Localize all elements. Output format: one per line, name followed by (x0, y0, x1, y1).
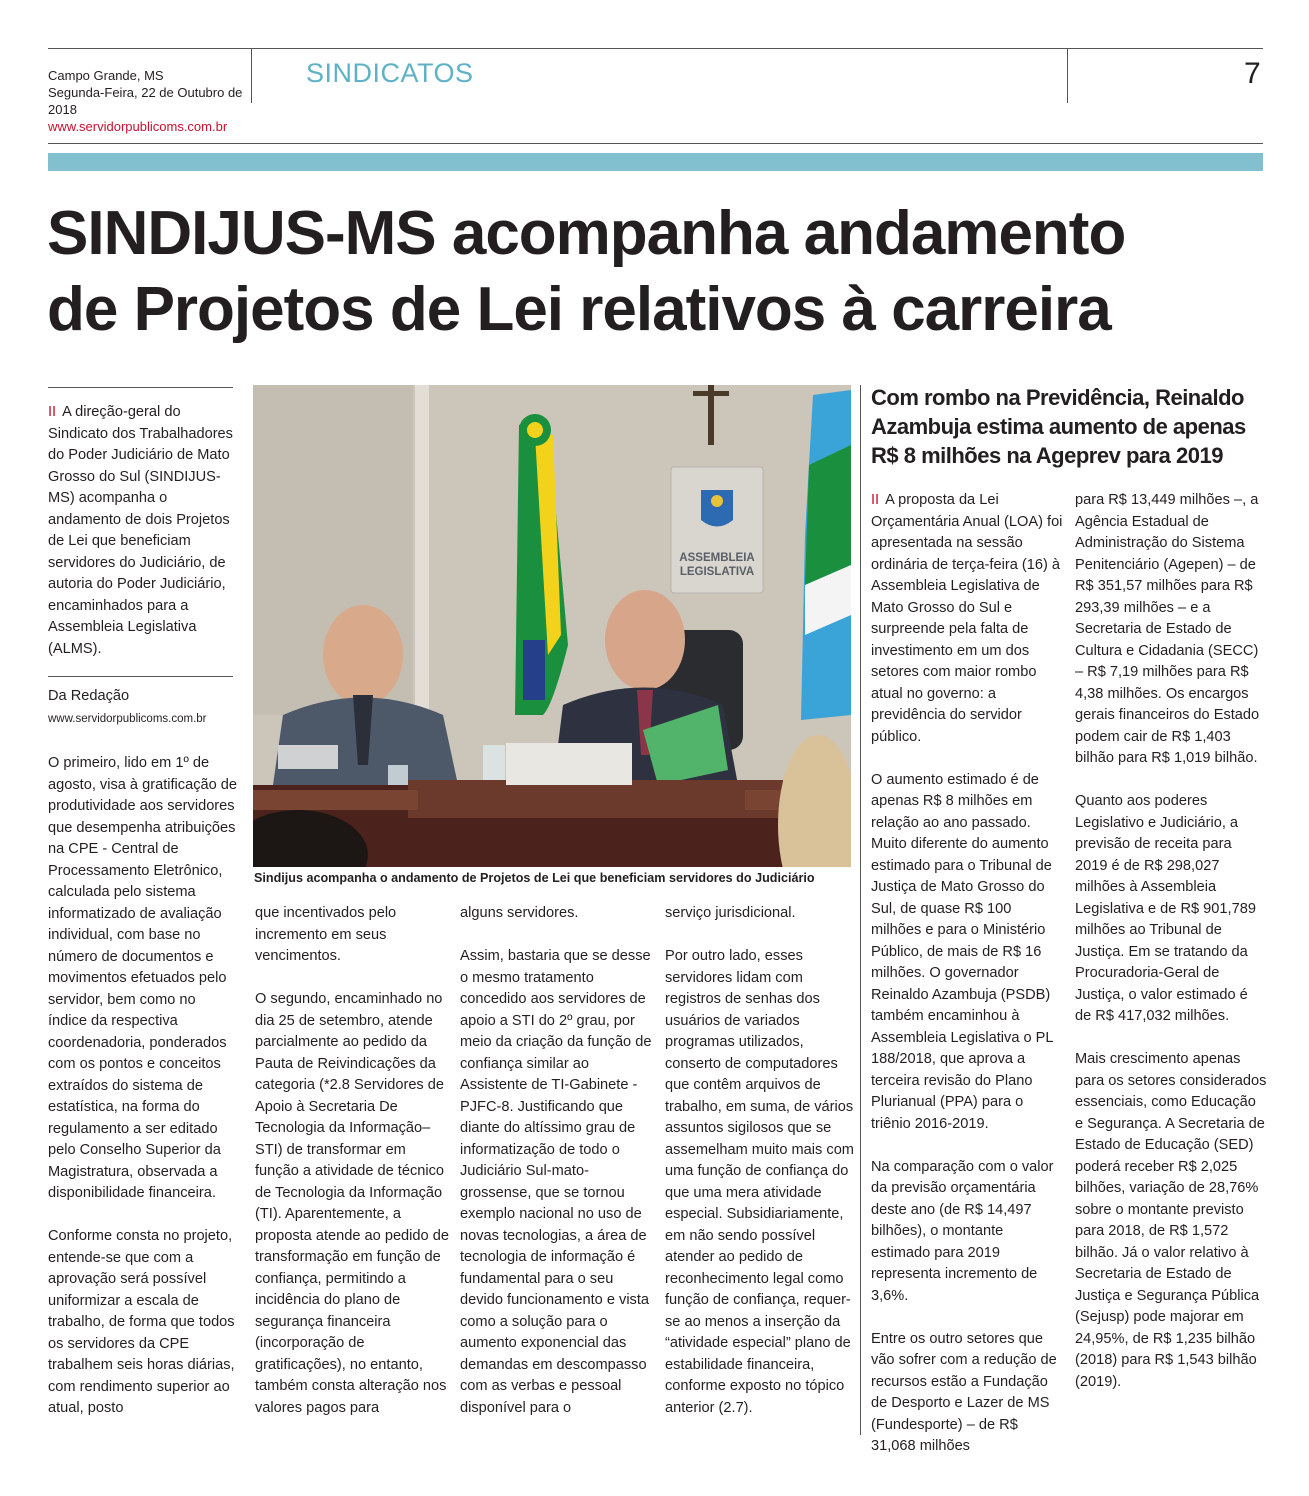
byline-url[interactable]: www.servidorpublicoms.com.br (48, 713, 207, 725)
paragraph: Quanto aos poderes Legislativo e Judiciário, a previsão de receita para 2019 é de R$ 298,027 milhões à Assembleia Legislativa e de R$ 901,789 milhões ao Tribunal de Justiça. Em se tratando da Procuradoria-Geral de Justiça, o valor estimado é de R$ 417,032 milhões. (1075, 793, 1256, 1024)
paragraph: que incentivados pelo incremento em seus vencimentos. (255, 905, 397, 964)
photo-caption: Sindijus acompanha o andamento de Projetos de Lei que beneficiam servidores do Judiciário (254, 871, 815, 885)
side-lead-text: A proposta da Lei Orçamentária Anual (LOA) foi apresentada na sessão ordinária de terça-feira (16) à Assembleia Legislativa de Mato Grosso do Sul e surpreende pela falta de investimento em um dos setores com maior rombo atual no governo: a previdência do servidor público. (871, 492, 1063, 745)
sign-line1: ASSEMBLEIA (679, 552, 755, 564)
paragraph: para R$ 13,449 milhões –, a Agência Estadual de Administração do Sistema Penitenciário (Agepen) – de R$ 351,57 milhões para R$ 293,39 milhões – e a Secretaria de Estado de Cultura e Cidadania (SECC) – R$ 7,19 milhões para R$ 4,38 milhões. Os encargos gerais financeiros do Estado podem cair de R$ 1,403 bilhão para R$ 1,019 bilhão. (1075, 492, 1260, 766)
paragraph: serviço jurisdicional. (665, 905, 796, 921)
bullet-marker: II (48, 404, 57, 420)
paragraph: O primeiro, lido em 1º de agosto, visa à gratificação de produtividade aos servidores que desempenha atribuições na CPE - Central de Processamento Eletrônico, calculada pelo sistema informatizado de avaliação individual, com base no número de documentos e movimentos efetuados pelo servidor, bem como no índice da respectiva coordenadoria, ponderados com os pontos e conceitos extraídos do sistema de estatística, na forma do regulamento a ser editado pelo Conselho Superior da Magistratura, observada a disponibilidade financeira. (48, 755, 238, 1201)
header-city: Campo Grande, MS (48, 68, 164, 83)
paragraph: Conforme consta no projeto, entende-se que com a aprovação será possível uniformizar a escala de trabalho, de forma que todos os servidores da CPE trabalhem seis horas diárias, com rendimento superior ao atual, posto (48, 1228, 235, 1416)
bullet-marker: II (871, 492, 880, 508)
header-info (48, 67, 248, 135)
main-headline (47, 196, 1125, 348)
page-number: 7 (1244, 57, 1261, 90)
byline: Da Redação (48, 688, 130, 704)
main-col-2 (255, 903, 450, 1441)
side-col-2 (1075, 490, 1267, 1415)
side-col-1 (871, 490, 1063, 1479)
lead-top-rule (48, 387, 233, 388)
lead-paragraph (48, 402, 238, 660)
accent-bar (48, 153, 1263, 171)
header-divider-left (251, 48, 252, 103)
main-col-4 (665, 903, 860, 1441)
paragraph: Na comparação com o valor da previsão orçamentária deste ano (de R$ 14,497 bilhões), o montante estimado para 2019 representa incremento de 3,6%. (871, 1158, 1054, 1304)
paragraph (871, 490, 1063, 748)
column-divider (860, 385, 861, 1435)
paragraph: O aumento estimado é de apenas R$ 8 milhões em relação ao ano passado. Muito diferente do aumento estimado para o Tribunal de Justiça de Mato Grosso do Sul, de quase R$ 100 milhões e para o Ministério Público, de mais de R$ 16 milhões. O governador Reinaldo Azambuja (PSDB) também encaminhou à Assembleia Legislativa o PL 188/2018, que aprova a terceira revisão do Plano Plurianual (PPA) para o triênio 2016-2019. (871, 771, 1053, 1132)
header-bottom-rule (48, 143, 1263, 144)
paragraph: Por outro lado, esses servidores lidam com registros de senhas dos usuários de variados programas utilizados, conserto de computadores que contêm arquivos de trabalho, em suma, de vários assuntos sigilosos que se assemelham muito mais com uma função de confiança do que uma mera atividade especial. Subsidiariamente, em não sendo possível atender ao pedido de reconhecimento legal como função de confiança, requer-se ao menos a inserção da “atividade especial” plano de estabilidade financeira, conforme exposto no tópico anterior (2.7). (665, 948, 854, 1416)
main-col-3 (460, 903, 655, 1441)
header-date: Segunda-Feira, 22 de Outubro de 2018 (48, 85, 243, 117)
lead-text: A direção-geral do Sindicato dos Trabalhadores do Poder Judiciário de Mato Grosso do Sul (SINDIJUS-MS) acompanha o andamento de dois Projetos de Lei que beneficiam servidores do Judiciário, de autoria do Poder Judiciário, encaminhados para a Assembleia Legislativa (ALMS). (48, 404, 233, 657)
section-title: SINDICATOS (306, 58, 474, 88)
main-headline-line2: de Projetos de Lei relativos à carreira (47, 275, 1111, 344)
main-col-1 (48, 753, 238, 1441)
header-top-rule (48, 48, 1263, 49)
paragraph: alguns servidores. (460, 905, 579, 921)
paragraph: Mais crescimento apenas para os setores considerados essenciais, como Educação e Segurança. A Secretaria de Estado de Educação (SED) poderá receber R$ 2,025 bilhões, variação de 28,76% sobre o montante previsto para 2018, de R$ 1,572 bilhão. Já o valor relativo à Secretaria de Estado de Justiça e Segurança Pública (Sejusp) pode majorar em 24,95%, de R$ 1,235 bilhão (2018) para R$ 1,543 bilhão (2019). (1075, 1051, 1267, 1390)
header-divider-right (1067, 48, 1068, 103)
lead-bottom-rule (48, 676, 233, 677)
sign-line2: LEGISLATIVA (679, 566, 755, 578)
paragraph: Assim, bastaria que se desse o mesmo tratamento concedido aos servidores de apoio a STI do 2º grau, por meio da criação da função de confiança similar ao Assistente de TI-Gabinete - PJFC-8. Justificando que diante do altíssimo grau de informatização de todo o Judiciário Sul-mato-grossense, que se tornou exemplo nacional no uso de novas tecnologias, a área de tecnologia de informação é fundamental para o seu devido funcionamento e vista como a solução para o aumento exponencial das demandas em descompasso com as verbas e pessoal disponível para o (460, 948, 652, 1416)
photo-illustration (253, 385, 851, 867)
header-url[interactable]: www.servidorpublicoms.com.br (48, 119, 228, 134)
article-photo (253, 385, 851, 867)
paragraph: O segundo, encaminhado no dia 25 de setembro, atende parcialmente ao pedido da Pauta de Reivindicações da categoria (*2.8 Servidores de Apoio à Secretaria De Tecnologia da Informação–STI) de transformar em função a atividade de técnico de Tecnologia da Informação (TI). Aparentemente, a proposta atende ao pedido de transformação em função de confiança, permitindo a incidência do plano de segurança financeira (incorporação de gratificações), no entanto, também consta alteração nos valores pagos para (255, 991, 449, 1416)
paragraph: Entre os outro setores que vão sofrer com a redução de recursos estão a Fundação de Desporto e Lazer de MS (Fundesporte) – de R$ 31,068 milhões (871, 1330, 1057, 1454)
main-headline-line1: SINDIJUS-MS acompanha andamento (47, 199, 1126, 268)
side-headline: Com rombo na Previdência, Reinaldo Azambuja estima aumento de apenas R$ 8 milhões na Ageprev para 2019 (871, 385, 1246, 468)
